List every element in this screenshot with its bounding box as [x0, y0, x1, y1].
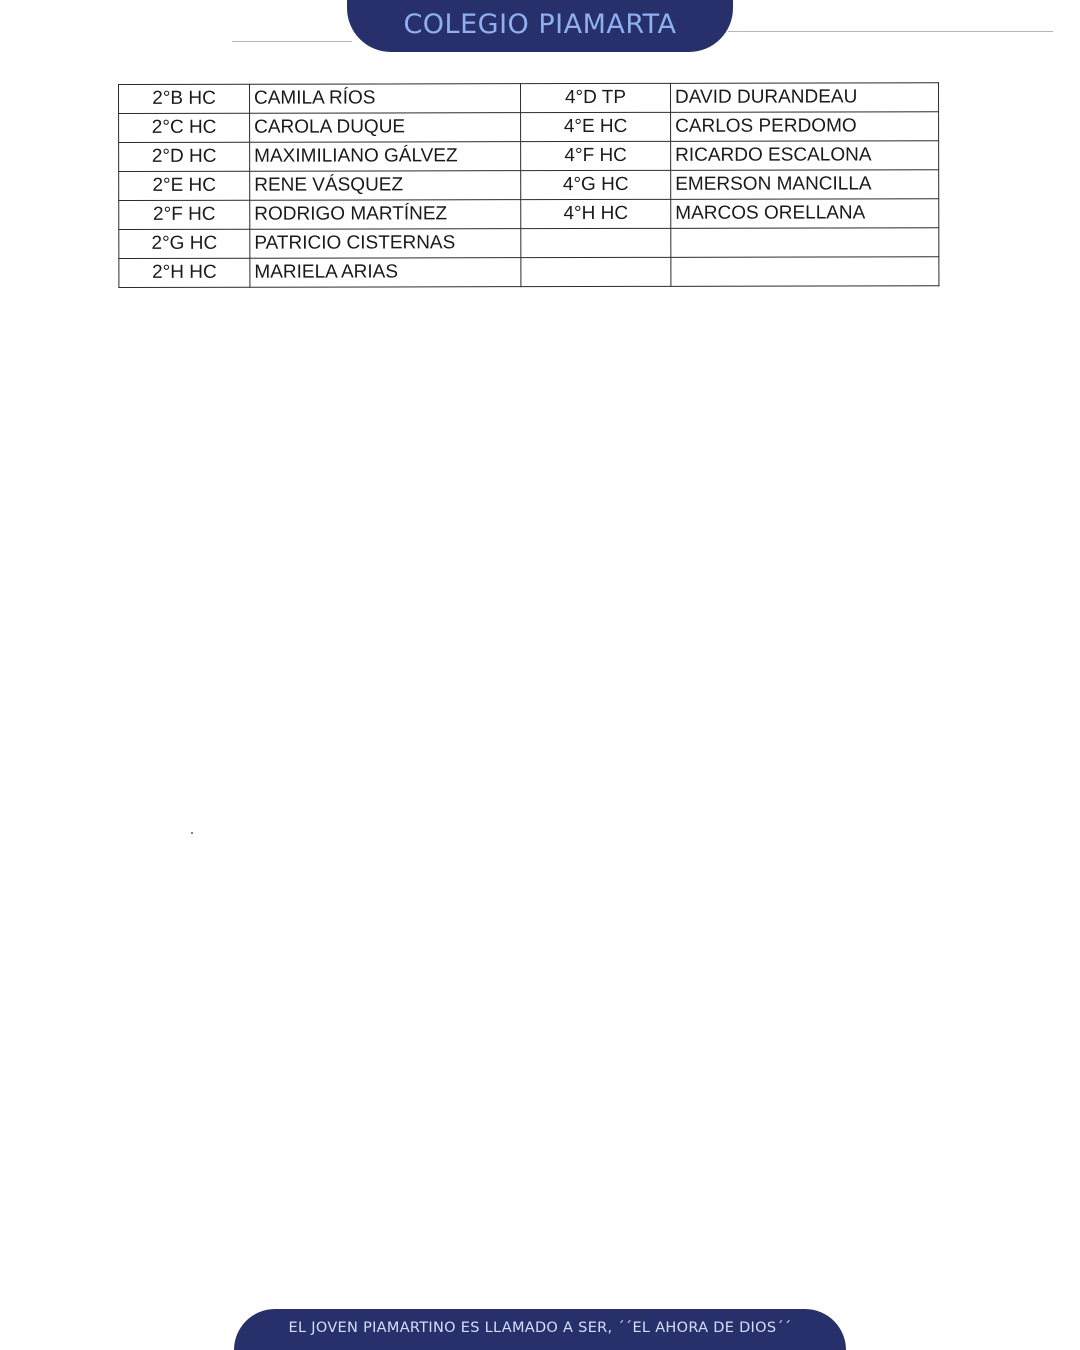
- footer-banner: [234, 1309, 846, 1350]
- course-cell: 2°H HC: [119, 258, 250, 287]
- course-cell: 2°D HC: [119, 142, 250, 171]
- header-banner: [347, 0, 733, 52]
- teacher-cell: EMERSON MANCILLA: [671, 170, 939, 200]
- table-row: [119, 83, 939, 114]
- course-cell: 2°F HC: [119, 200, 250, 229]
- teacher-cell: RENE VÁSQUEZ: [250, 171, 521, 201]
- course-cell: 2°C HC: [119, 113, 250, 142]
- teacher-cell: PATRICIO CISTERNAS: [250, 229, 521, 259]
- table-row: [119, 199, 939, 230]
- teacher-cell: RODRIGO MARTÍNEZ: [250, 200, 521, 230]
- teacher-cell: CAMILA RÍOS: [250, 84, 521, 114]
- school-title: COLEGIO PIAMARTA: [403, 8, 677, 40]
- footer-motto: EL JOVEN PIAMARTINO ES LLAMADO A SER, ´´EL AHORA DE DIOS´´: [288, 1319, 792, 1336]
- header-rule-right: [728, 31, 1053, 32]
- teacher-cell: DAVID DURANDEAU: [670, 83, 938, 113]
- course-cell: [521, 228, 671, 257]
- course-cell: 4°E HC: [521, 112, 671, 141]
- teacher-cell: [671, 257, 939, 287]
- table-row: [119, 228, 939, 259]
- teacher-cell: CAROLA DUQUE: [250, 113, 521, 143]
- teacher-cell: MAXIMILIANO GÁLVEZ: [250, 142, 521, 172]
- table-row: [119, 141, 939, 172]
- course-cell: 4°D TP: [521, 83, 671, 112]
- course-teacher-table: [118, 82, 939, 288]
- scan-speck: [191, 832, 193, 834]
- table-row: [119, 257, 939, 288]
- teacher-cell: MARCOS ORELLANA: [671, 199, 939, 229]
- table-row: [119, 112, 939, 143]
- course-cell: 2°B HC: [119, 84, 250, 113]
- course-cell: [521, 257, 671, 286]
- course-cell: 4°F HC: [521, 141, 671, 170]
- header-rule-left: [232, 41, 352, 42]
- teacher-cell: RICARDO ESCALONA: [671, 141, 939, 171]
- teacher-cell: [671, 228, 939, 258]
- teacher-cell: CARLOS PERDOMO: [671, 112, 939, 142]
- course-cell: 4°H HC: [521, 199, 671, 228]
- course-cell: 2°G HC: [119, 229, 250, 258]
- teacher-cell: MARIELA ARIAS: [250, 258, 521, 288]
- course-cell: 4°G HC: [521, 170, 671, 199]
- course-cell: 2°E HC: [119, 171, 250, 200]
- table-row: [119, 170, 939, 201]
